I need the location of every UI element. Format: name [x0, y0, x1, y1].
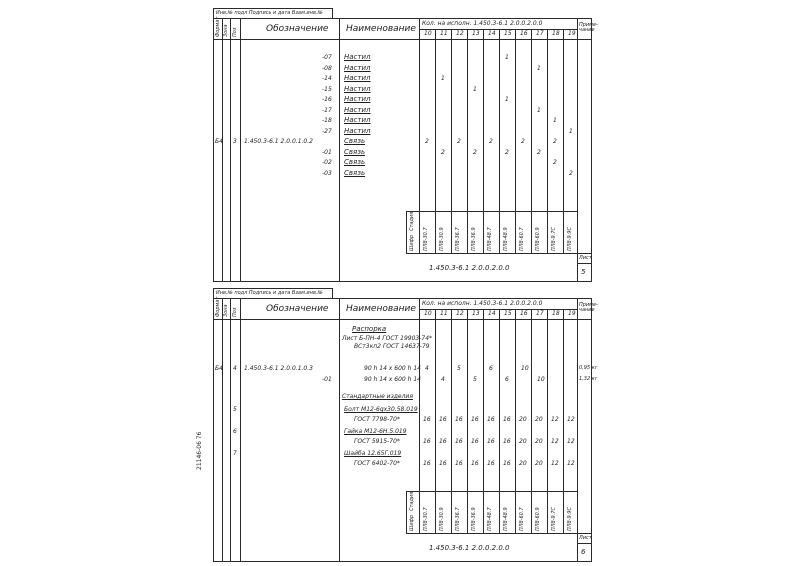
- qty-cell: 12: [551, 460, 559, 467]
- header-note: Приме-чание: [579, 22, 598, 33]
- header-name: Наименование: [346, 304, 416, 314]
- exec-number: 16: [520, 310, 528, 317]
- exec-number: 15: [504, 30, 512, 37]
- std-gost: ГОСТ 6402-70*: [354, 460, 400, 467]
- row-designation: -01: [322, 148, 332, 156]
- qty-cell: 2: [473, 148, 477, 156]
- shifr-code: ПЛ8-9.7С: [551, 227, 557, 251]
- shifr-code: ПЛ8-60.9: [535, 227, 541, 251]
- row-designation: -18: [322, 117, 332, 124]
- shifr-code: ПЛ8-60.9: [535, 507, 541, 531]
- exec-number: 14: [488, 310, 496, 317]
- list-label: Лист: [579, 255, 592, 261]
- exec-number: 17: [536, 310, 544, 317]
- header-designation: Обозначение: [266, 304, 329, 314]
- qty-cell: 16: [487, 416, 495, 423]
- row-name: Связь: [344, 158, 366, 166]
- row-name: Настил: [344, 74, 371, 82]
- qty-cell: 2: [553, 138, 557, 145]
- row-name: Связь: [344, 168, 366, 177]
- material-line-2: ВСт3кп2 ГОСТ 14637-79: [354, 343, 430, 350]
- qty-cell: 16: [471, 460, 479, 467]
- qty-cell: 10: [521, 365, 529, 372]
- std-name: Шайба 12.65Г.019: [344, 450, 402, 457]
- row-pos: 6: [233, 428, 237, 435]
- material-line-1: Лист Б-ПН-4 ГОСТ 19903-74*: [342, 335, 433, 342]
- row-designation: 1.450.3-6.1 2.0.0.1.0.2: [244, 138, 313, 145]
- shifr-label: Шифр: [409, 234, 415, 251]
- shifr-label: Шифр: [409, 514, 415, 531]
- shifr-code: ПЛ8-60.7: [519, 507, 525, 531]
- shifr-code: ПЛ8-48.9: [503, 507, 509, 531]
- row-designation: -14: [322, 75, 332, 82]
- exec-number: 16: [520, 30, 528, 37]
- shifr-code: ПЛ8-9.9С: [567, 227, 573, 251]
- col-format: Формат: [215, 16, 221, 37]
- row-designation: -17: [322, 106, 332, 114]
- top-stamp-text: Инв.№ подл Подпись и дата Взам.инв.№: [216, 10, 323, 16]
- qty-cell: 12: [567, 416, 575, 423]
- qty-cell: 4: [441, 376, 445, 383]
- qty-cell: 6: [489, 365, 493, 372]
- qty-cell: 16: [423, 438, 431, 445]
- qty-cell: 20: [535, 416, 543, 423]
- shifr-code: ПЛ8-48.7: [487, 227, 493, 251]
- side-code: 21146-06 76: [196, 431, 203, 470]
- std-gost: ГОСТ 7798-70*: [354, 416, 400, 423]
- shifr-code: ПЛ8-30.7: [423, 227, 429, 251]
- qty-cell: 16: [471, 416, 479, 423]
- qty-cell: 16: [455, 438, 463, 445]
- list-label: Лист: [579, 535, 592, 541]
- col-pos: Поз: [232, 27, 238, 37]
- qty-cell: 20: [519, 416, 527, 423]
- qty-cell: 1: [537, 106, 541, 114]
- col-zone: Зона: [223, 304, 229, 317]
- qty-cell: 12: [551, 438, 559, 445]
- shifr-code: ПЛ8-36.7: [455, 507, 461, 531]
- row-format: Б4: [215, 365, 223, 372]
- col-format: Формат: [215, 296, 221, 317]
- qty-cell: 2: [521, 138, 525, 145]
- row-pos: 3: [233, 138, 237, 145]
- row-note: 1,32 кг: [579, 376, 598, 382]
- row-designation: -08: [322, 64, 332, 72]
- spec-sheet-2: [213, 296, 598, 562]
- exec-number: 11: [440, 310, 448, 317]
- col-pos: Поз: [232, 307, 238, 317]
- row-name: 90 h 14 x 600 h 14: [364, 365, 421, 372]
- list-number: 6: [581, 548, 586, 556]
- row-name: Настил: [344, 116, 371, 124]
- shifr-code: ПЛ8-36.7: [455, 227, 461, 251]
- row-name: Связь: [344, 137, 366, 145]
- col-zone: Зона: [223, 24, 229, 37]
- doc-code: 1.450.3-6.1 2.0.0.2.0.0: [429, 544, 510, 552]
- exec-number: 12: [456, 30, 464, 37]
- exec-number: 12: [456, 310, 464, 317]
- qty-cell: 2: [441, 148, 445, 156]
- shifr-code: ПЛ8-9.9С: [567, 507, 573, 531]
- row-name: Настил: [344, 84, 371, 93]
- spec-sheet-1: [213, 16, 598, 282]
- shifr-code: ПЛ8-30.7: [423, 507, 429, 531]
- shifr-code: ПЛ8-9.7С: [551, 507, 557, 531]
- qty-cell: 5: [473, 376, 477, 383]
- row-name: Настил: [344, 53, 371, 61]
- qty-cell: 10: [537, 376, 545, 383]
- qty-cell: 20: [519, 460, 527, 467]
- qty-cell: 16: [487, 438, 495, 445]
- row-pos: 4: [233, 365, 237, 372]
- shifr-code: ПЛ8-30.9: [439, 507, 445, 531]
- shifr-code: ПЛ8-60.7: [519, 227, 525, 251]
- header-bottom-line: [214, 39, 591, 40]
- qty-cell: 16: [503, 460, 511, 467]
- qty-cell: 16: [503, 438, 511, 445]
- qty-cell: 12: [551, 416, 559, 423]
- row-designation: -16: [322, 96, 332, 103]
- qty-cell: 12: [567, 460, 575, 467]
- top-stamp-text: Инв.№ подл Подпись и дата Взам.инв.№: [216, 290, 323, 296]
- row-name: Настил: [344, 126, 371, 135]
- exec-number: 13: [472, 310, 480, 317]
- qty-cell: 2: [537, 148, 541, 156]
- std-name: Гайка М12-6Н.5.019: [344, 428, 407, 435]
- std-title: Стандартные изделия: [342, 393, 413, 400]
- exec-number: 10: [424, 30, 432, 37]
- row-name: Настил: [344, 105, 371, 114]
- qty-cell: 1: [505, 54, 509, 61]
- exec-number: 13: [472, 30, 480, 37]
- header-qty: Кол. на исполн. 1.450.3-6.1 2.0.0.2.0.0: [422, 20, 543, 27]
- header-note: Приме-чание: [579, 302, 598, 313]
- qty-cell: 1: [441, 75, 445, 82]
- qty-cell: 1: [473, 85, 477, 93]
- row-designation: 1.450.3-6.1 2.0.0.1.0.3: [244, 365, 313, 372]
- exec-number: 17: [536, 30, 544, 37]
- header-designation: Обозначение: [266, 24, 329, 34]
- qty-cell: 1: [569, 127, 573, 135]
- row-format: Б4: [215, 138, 223, 145]
- qty-cell: 2: [569, 169, 573, 177]
- qty-cell: 16: [471, 438, 479, 445]
- qty-cell: 16: [455, 416, 463, 423]
- qty-cell: 16: [439, 416, 447, 423]
- exec-number: 15: [504, 310, 512, 317]
- qty-cell: 20: [535, 438, 543, 445]
- qty-cell: 16: [423, 416, 431, 423]
- shifr-code: ПЛ8-36.9: [471, 507, 477, 531]
- exec-number: 14: [488, 30, 496, 37]
- qty-cell: 4: [425, 365, 429, 372]
- qty-cell: 16: [487, 460, 495, 467]
- exec-number: 18: [552, 310, 560, 317]
- exec-number: 11: [440, 30, 448, 37]
- row-name: Настил: [344, 95, 371, 103]
- qty-cell: 16: [455, 460, 463, 467]
- list-number: 5: [581, 268, 586, 276]
- exec-number: 19: [568, 30, 576, 37]
- row-name: Настил: [344, 63, 371, 72]
- shifr-code: ПЛ8-48.9: [503, 227, 509, 251]
- qty-cell: 20: [519, 438, 527, 445]
- exec-number: 19: [568, 310, 576, 317]
- qty-cell: 20: [535, 460, 543, 467]
- row-designation: -07: [322, 54, 332, 61]
- row-name: 90 h 14 x 600 h 14: [364, 376, 421, 383]
- qty-cell: 2: [425, 138, 429, 145]
- header-qty: Кол. на исполн. 1.450.3-6.1 2.0.0.2.0.0: [422, 300, 543, 307]
- row-name: Связь: [344, 147, 366, 156]
- shifr-code: ПЛ8-30.9: [439, 227, 445, 251]
- std-gost: ГОСТ 5915-70*: [354, 438, 400, 445]
- row-designation: -01: [322, 376, 332, 383]
- qty-cell: 2: [489, 138, 493, 145]
- qty-cell: 1: [505, 96, 509, 103]
- qty-cell: 5: [457, 365, 461, 372]
- stadiya-label: Стадия: [409, 211, 415, 231]
- shifr-code: ПЛ8-48.7: [487, 507, 493, 531]
- row-pos: 5: [233, 406, 237, 413]
- qty-cell: 1: [537, 64, 541, 72]
- qty-cell: 16: [423, 460, 431, 467]
- qty-cell: 12: [567, 438, 575, 445]
- row-pos: 7: [233, 450, 237, 457]
- std-name: Болт М12-6gx30.58.019: [344, 406, 418, 413]
- qty-cell: 1: [553, 117, 557, 124]
- row-designation: -02: [322, 159, 332, 166]
- qty-cell: 16: [439, 438, 447, 445]
- doc-code: 1.450.3-6.1 2.0.0.2.0.0: [429, 264, 510, 272]
- qty-cell: 16: [439, 460, 447, 467]
- row-designation: -15: [322, 85, 332, 93]
- row-designation: -27: [322, 127, 332, 135]
- row-note: 0,95 кг: [579, 365, 598, 371]
- row-designation: -03: [322, 169, 332, 177]
- section-title: Распорка: [352, 325, 387, 333]
- qty-cell: 2: [505, 148, 509, 156]
- shifr-code: ПЛ8-36.9: [471, 227, 477, 251]
- exec-number: 10: [424, 310, 432, 317]
- stadiya-label: Стадия: [409, 491, 415, 511]
- qty-cell: 16: [503, 416, 511, 423]
- header-name: Наименование: [346, 24, 416, 34]
- qty-cell: 6: [505, 376, 509, 383]
- exec-number: 18: [552, 30, 560, 37]
- qty-cell: 2: [457, 138, 461, 145]
- qty-cell: 2: [553, 159, 557, 166]
